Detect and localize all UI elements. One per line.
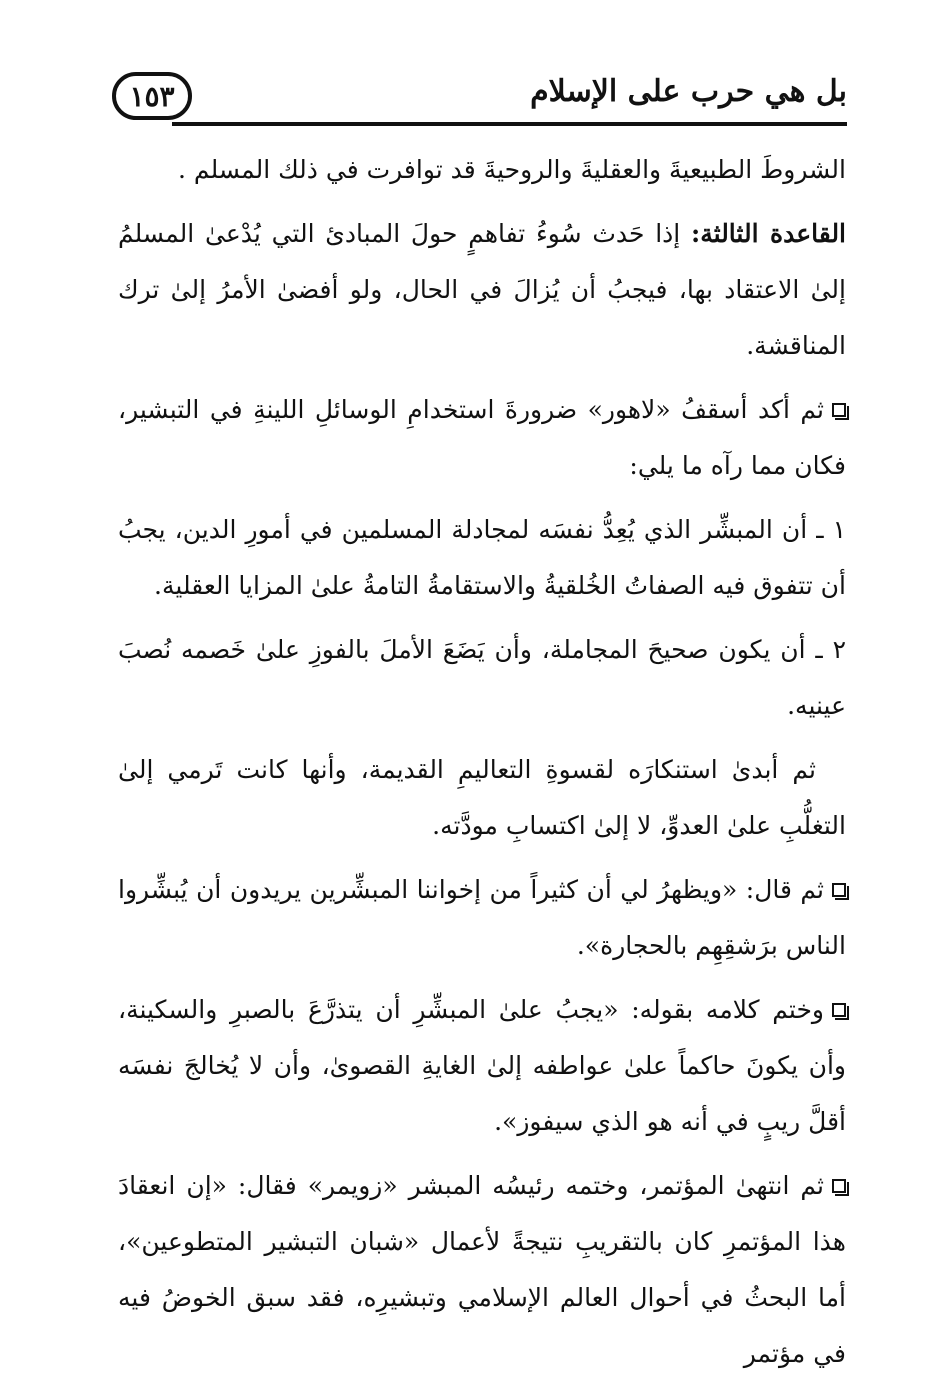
square-bullet-icon <box>832 883 846 897</box>
paragraph-text: ثم انتهىٰ المؤتمر، وختمه رئيسُه المبشر «زويمر» فقال: «إن انعقادَ هذا المؤتمرِ كان بالتقريبِ نتيجةً لأعمال «شبان التبشير المتطوعين»، أما البحثُ في أحوال العالم الإسلامي وتبشيرِه، فقد سبق الخوضُ فيه في مؤتمر <box>118 1171 846 1368</box>
header-rule <box>172 122 847 126</box>
page-body <box>118 142 846 1390</box>
paragraph <box>118 982 846 1150</box>
paragraph-text: ثم أكد أسقفُ «لاهور» ضرورةَ استخدامِ الوسائلِ اللينةِ في التبشير، فكان مما رآه ما يلي: <box>118 395 846 480</box>
paragraph <box>118 1158 846 1382</box>
page-number: ١٥٣ <box>129 79 175 113</box>
running-title: بل هي حرب على الإسلام <box>530 74 847 109</box>
paragraph-text: وختم كلامه بقوله: «يجبُ علىٰ المبشِّرِ أن يتذرَّعَ بالصبرِ والسكينة، وأن يكونَ حاكماً علىٰ عواطفه إلىٰ الغايةِ القصوىٰ، وأن لا يُخالجَ نفسَه أقلَّ ريبٍ في أنه هو الذي سيفوز». <box>118 995 846 1136</box>
paragraph <box>118 622 846 734</box>
paragraph-text: إذا حَدث سُوءُ تفاهمٍ حولَ المبادئ التي يُدْعىٰ المسلمُ إلىٰ الاعتقاد بها، فيجبُ أن يُزالَ في الحال، ولو أفضىٰ الأمرُ إلىٰ ترك المناقشة. <box>118 219 846 360</box>
paragraph <box>118 142 846 198</box>
page-header <box>112 70 847 130</box>
paragraph-text: الشروطَ الطبيعيةَ والعقليةَ والروحيةَ قد توافرت في ذلك المسلم . <box>178 155 846 184</box>
paragraph-text: ثم قال: «ويظهرُ لي أن كثيراً من إخواننا المبشِّرين يريدون أن يُبشِّروا الناس برَشقِهِم بالحجارة». <box>118 875 846 960</box>
paragraph <box>118 206 846 374</box>
paragraph <box>118 382 846 494</box>
square-bullet-icon <box>832 1003 846 1017</box>
square-bullet-icon <box>832 1179 846 1193</box>
paragraph <box>118 742 846 854</box>
paragraph <box>118 502 846 614</box>
paragraph-text: ثم أبدىٰ استنكارَه لقسوةِ التعاليمِ القديمة، وأنها كانت تَرمي إلىٰ التغلُّبِ علىٰ العدوِّ، لا إلىٰ اكتسابِ مودَّته. <box>118 755 846 840</box>
square-bullet-icon <box>832 403 846 417</box>
paragraph <box>118 862 846 974</box>
paragraph-text: ١ ـ أن المبشِّر الذي يُعِدُّ نفسَه لمجادلة المسلمين في أمورِ الدين، يجبُ أن تتفوق فيه الصفاتُ الخُلقيةُ والاستقامةُ التامةُ علىٰ المزايا العقلية. <box>118 515 846 600</box>
paragraph-lead: القاعدة الثالثة: <box>691 219 847 248</box>
page-number-badge <box>112 72 192 120</box>
paragraph-text: ٢ ـ أن يكون صحيحَ المجاملة، وأن يَضَعَ الأملَ بالفوزِ علىٰ خَصمه نُصبَ عينيه. <box>118 635 846 720</box>
